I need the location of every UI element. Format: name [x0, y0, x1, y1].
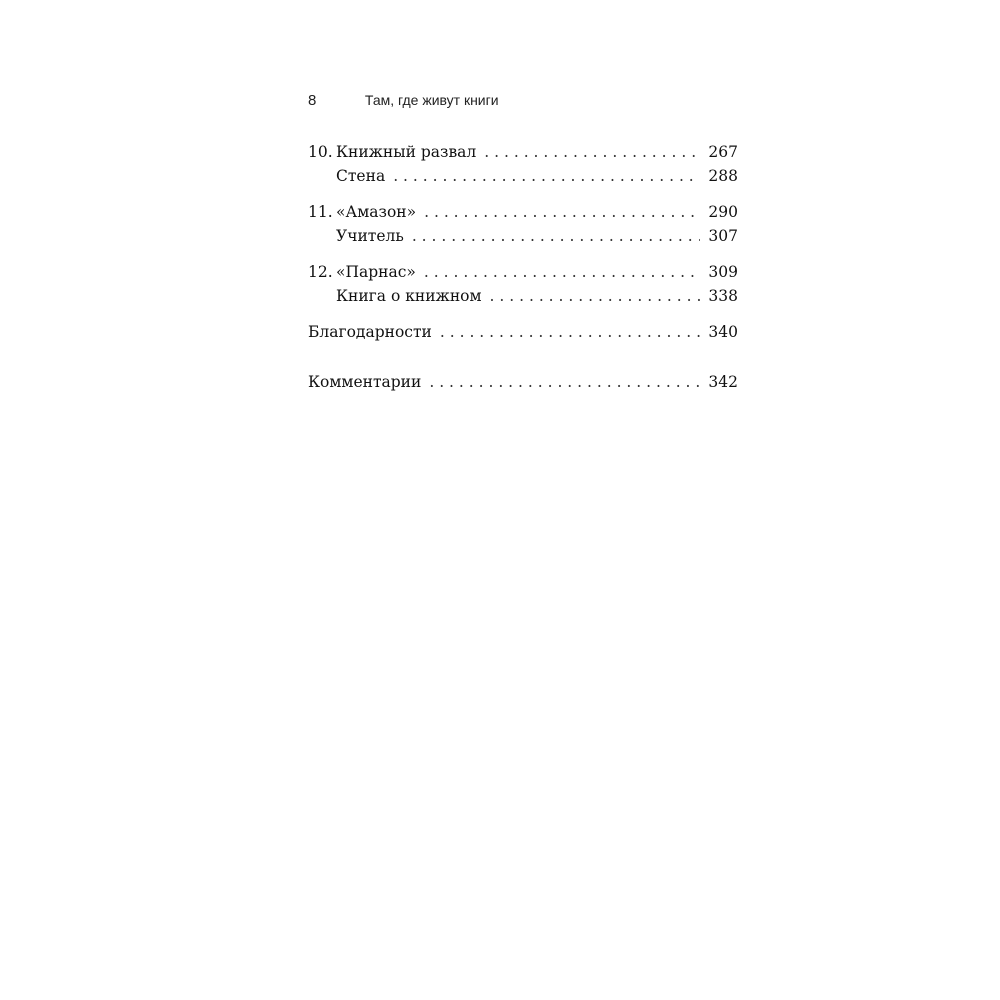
toc-entry-sub[interactable] [308, 284, 738, 308]
table-of-contents [308, 140, 738, 394]
dot-leader [424, 260, 700, 284]
dot-leader [490, 284, 700, 308]
entry-page: 267 [708, 143, 738, 161]
entry-page: 309 [708, 263, 738, 281]
entry-title: Книга о книжном [336, 287, 482, 305]
toc-entry-chapter-11[interactable] [308, 200, 738, 224]
dot-leader [424, 200, 700, 224]
dot-leader [412, 224, 700, 248]
toc-entry-chapter-10[interactable] [308, 140, 738, 164]
dot-leader [429, 370, 700, 394]
toc-entry-chapter-12[interactable] [308, 260, 738, 284]
page-number: 8 [308, 92, 317, 109]
chapter-number: 12. [308, 263, 333, 281]
entry-page: 290 [708, 203, 738, 221]
entry-page: 338 [708, 287, 738, 305]
chapter-number: 11. [308, 203, 333, 221]
entry-title: «Амазон» [336, 203, 417, 221]
entry-title: Книжный развал [336, 143, 477, 161]
toc-entry-comments[interactable] [308, 370, 738, 394]
entry-title: Учитель [336, 227, 404, 245]
entry-title: Благодарности [308, 323, 432, 341]
dot-leader [484, 140, 700, 164]
toc-entry-sub[interactable] [308, 224, 738, 248]
entry-page: 307 [708, 227, 738, 245]
running-head [308, 92, 499, 109]
toc-entry-sub[interactable] [308, 164, 738, 188]
entry-page: 342 [708, 373, 738, 391]
running-title: Там, где живут книги [364, 92, 499, 108]
toc-entry-acknowledgements[interactable] [308, 320, 738, 344]
entry-title: «Парнас» [336, 263, 416, 281]
entry-title: Комментарии [308, 373, 422, 391]
entry-page: 340 [708, 323, 738, 341]
chapter-number: 10. [308, 143, 333, 161]
entry-page: 288 [708, 167, 738, 185]
entry-title: Стена [336, 167, 386, 185]
dot-leader [393, 164, 700, 188]
dot-leader [440, 320, 700, 344]
